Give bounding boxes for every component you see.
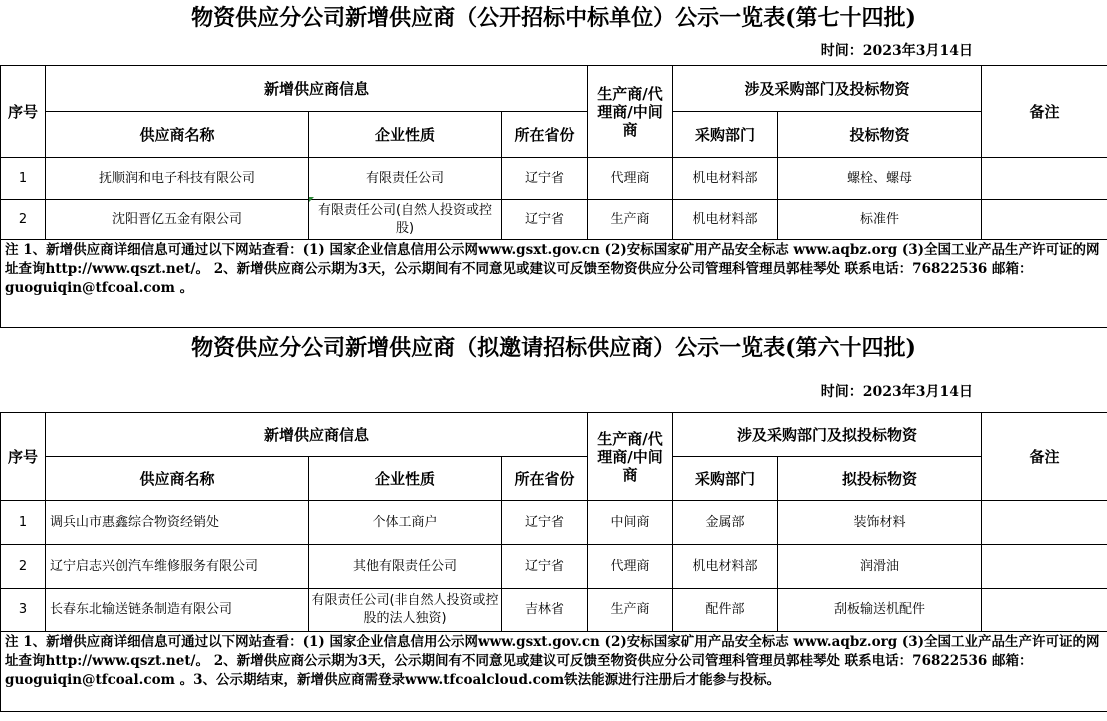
cell-dept: 金属部: [673, 501, 778, 545]
cell-material: 标准件: [778, 200, 982, 240]
table2-date: 时间：2023年3月14日: [820, 384, 973, 400]
cell-seq: 2: [1, 200, 46, 240]
cell-name: 长春东北输送链条制造有限公司: [46, 589, 309, 632]
table-row: [1, 158, 1107, 200]
table-row: [1, 200, 1107, 240]
cell-type: 生产商: [588, 200, 673, 240]
cell-remark: [982, 501, 1107, 545]
table2: [0, 412, 1107, 712]
cell-nature: 其他有限责任公司: [309, 545, 502, 589]
cell-material: 刮板输送机配件: [778, 589, 982, 632]
cell-nature: 有限责任公司: [309, 158, 502, 200]
header-purchase-group: 涉及采购部门及拟投标物资: [673, 413, 982, 457]
header-remark: 备注: [982, 66, 1107, 158]
cell-dept: 机电材料部: [673, 545, 778, 589]
table1: [0, 65, 1107, 328]
header-supplier-info: 新增供应商信息: [46, 66, 588, 112]
cell-dept: 机电材料部: [673, 200, 778, 240]
header-purchase-group: 涉及采购部门及投标物资: [673, 66, 982, 112]
cell-material: 装饰材料: [778, 501, 982, 545]
header-material: 投标物资: [778, 112, 982, 158]
header-province: 所在省份: [502, 112, 588, 158]
cell-material: 螺栓、螺母: [778, 158, 982, 200]
cell-dept: 机电材料部: [673, 158, 778, 200]
header-name: 供应商名称: [46, 112, 309, 158]
cell-nature: 有限责任公司(非自然人投资或控股的法人独资): [309, 589, 502, 632]
cell-province: 吉林省: [502, 589, 588, 632]
header-nature: 企业性质: [309, 457, 502, 501]
header-seq: 序号: [1, 413, 46, 501]
cell-name: 沈阳晋亿五金有限公司: [46, 200, 309, 240]
table2-title: 物资供应分公司新增供应商（拟邀请招标供应商）公示一览表(第六十四批): [191, 335, 916, 361]
header-supplier-info: 新增供应商信息: [46, 413, 588, 457]
cell-seq: 2: [1, 545, 46, 589]
cell-seq: 3: [1, 589, 46, 632]
cell-seq: 1: [1, 501, 46, 545]
header-dept: 采购部门: [673, 112, 778, 158]
table2-note: 注 1、新增供应商详细信息可通过以下网站查看：(1) 国家企业信息信用公示网www.gsxt.gov.cn (2)安标国家矿用产品安全标志 www.aqbz.org (3)全国工业产品生产许可证的网址查询http://www.qszt.net/。 2、新增供应商公示期为3天，公示期间有不同意见或建议可反馈至物资供应分公司管理科管理员郭桂琴处 联系电话：76822536 邮箱：guoguiqin@tfcoal.com 。3、公示期结束，新增供应商需登录www.tfcoalcloud.com铁法能源进行注册后才能参与投标。: [1, 632, 1107, 712]
cell-name: 辽宁启志兴创汽车维修服务有限公司: [46, 545, 309, 589]
cell-seq: 1: [1, 158, 46, 200]
cell-type: 生产商: [588, 589, 673, 632]
table-row: [1, 545, 1107, 589]
cell-remark: [982, 589, 1107, 632]
cell-type: 代理商: [588, 158, 673, 200]
header-material: 拟投标物资: [778, 457, 982, 501]
comment-marker-icon: [309, 197, 314, 202]
header-type: 生产商/代理商/中间商: [588, 413, 673, 501]
header-nature: 企业性质: [309, 112, 502, 158]
cell-remark: [982, 200, 1107, 240]
cell-province: 辽宁省: [502, 501, 588, 545]
cell-nature: 有限责任公司(自然人投资或控股): [309, 200, 502, 240]
cell-name: 调兵山市惠鑫综合物资经销处: [46, 501, 309, 545]
table-row: [1, 501, 1107, 545]
cell-type: 中间商: [588, 501, 673, 545]
header-type: 生产商/代理商/中间商: [588, 66, 673, 158]
cell-dept: 配件部: [673, 589, 778, 632]
cell-name: 抚顺润和电子科技有限公司: [46, 158, 309, 200]
table-row: [1, 589, 1107, 632]
table1-title: 物资供应分公司新增供应商（公开招标中标单位）公示一览表(第七十四批): [191, 5, 916, 31]
cell-province: 辽宁省: [502, 158, 588, 200]
header-dept: 采购部门: [673, 457, 778, 501]
cell-remark: [982, 158, 1107, 200]
cell-province: 辽宁省: [502, 200, 588, 240]
header-remark: 备注: [982, 413, 1107, 501]
cell-remark: [982, 545, 1107, 589]
cell-nature: 个体工商户: [309, 501, 502, 545]
header-name: 供应商名称: [46, 457, 309, 501]
table1-date: 时间：2023年3月14日: [820, 43, 973, 59]
table1-note: 注 1、新增供应商详细信息可通过以下网站查看：(1) 国家企业信息信用公示网www.gsxt.gov.cn (2)安标国家矿用产品安全标志 www.aqbz.org (3)全国工业产品生产许可证的网址查询http://www.qszt.net/。 2、新增供应商公示期为3天，公示期间有不同意见或建议可反馈至物资供应分公司管理科管理员郭桂琴处 联系电话：76822536 邮箱：guoguiqin@tfcoal.com 。: [1, 240, 1107, 328]
header-province: 所在省份: [502, 457, 588, 501]
header-seq: 序号: [1, 66, 46, 158]
cell-material: 润滑油: [778, 545, 982, 589]
cell-province: 辽宁省: [502, 545, 588, 589]
cell-type: 代理商: [588, 545, 673, 589]
